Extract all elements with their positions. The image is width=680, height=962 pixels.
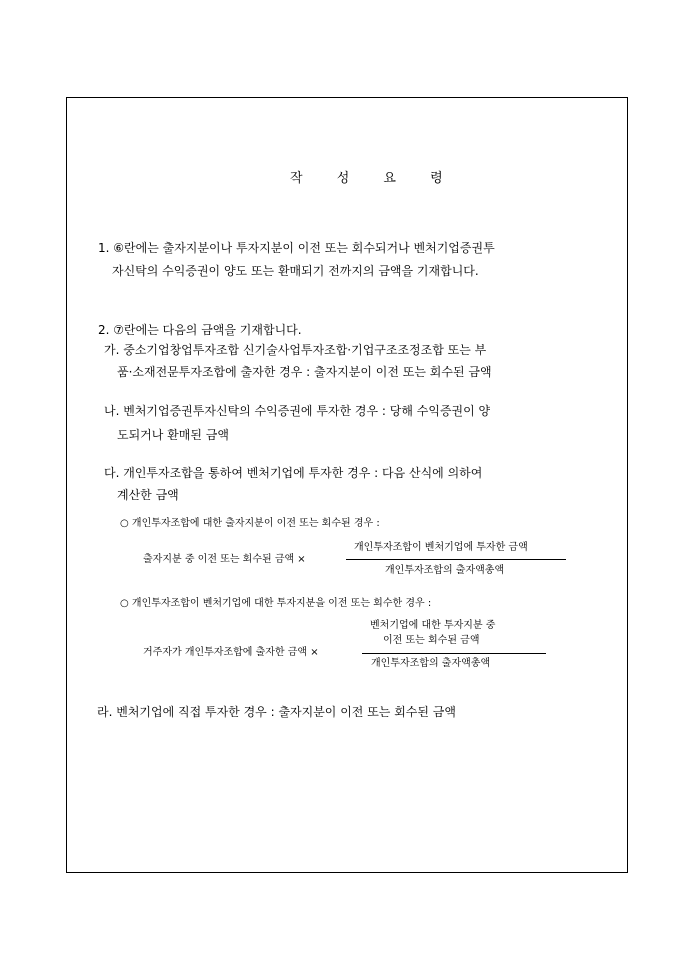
item2-na-line1: 나. 벤처기업증권투자신탁의 수익증권에 투자한 경우 : 당해 수익증권이 양: [104, 404, 491, 418]
formula1-caption: ○ 개인투자조합에 대한 출자지분이 이전 또는 회수된 경우 :: [120, 518, 380, 529]
formula2-caption: ○ 개인투자조합이 벤처기업에 대한 투자지분을 이전 또는 회수한 경우 :: [120, 598, 432, 609]
item2-da-line2: 계산한 금액: [117, 488, 179, 502]
formula2-numerator-line1: 벤처기업에 대한 투자지분 중: [370, 620, 496, 631]
formula2-left-term: 거주자가 개인투자조합에 출자한 금액 ×: [143, 647, 319, 658]
item1-line1: 1. ⑥란에는 출자지분이나 투자지분이 이전 또는 회수되거나 벤처기업증권투: [98, 241, 495, 255]
formula2-denominator: 개인투자조합의 출자액총액: [371, 658, 491, 669]
formula2-numerator-line2: 이전 또는 회수된 금액: [383, 635, 480, 646]
item1-line2: 자신탁의 수익증권이 양도 또는 환매되기 전까지의 금액을 기재합니다.: [112, 264, 479, 278]
item2-ga-line1: 가. 중소기업창업투자조합 신기술사업투자조합·기업구조조정조합 또는 부: [104, 343, 487, 357]
formula1-denominator: 개인투자조합의 출자액총액: [385, 565, 505, 576]
formula1-numerator: 개인투자조합이 벤처기업에 투자한 금액: [354, 542, 528, 553]
item2-ra-line: 라. 벤처기업에 직접 투자한 경우 : 출자지분이 이전 또는 회수된 금액: [97, 705, 456, 719]
formula1-fraction-bar: [346, 559, 566, 560]
item2-heading: 2. ⑦란에는 다음의 금액을 기재합니다.: [98, 323, 302, 337]
formula1-left-term: 출자지분 중 이전 또는 회수된 금액 ×: [143, 554, 306, 565]
formula2-fraction-bar: [362, 653, 546, 654]
document-title: 작 성 요 령: [290, 171, 458, 186]
item2-da-line1: 다. 개인투자조합을 통하여 벤처기업에 투자한 경우 : 다음 산식에 의하여: [104, 466, 483, 480]
document-frame: [66, 97, 628, 873]
item2-ga-line2: 품·소재전문투자조합에 출자한 경우 : 출자지분이 이전 또는 회수된 금액: [117, 365, 492, 379]
item2-na-line2: 도되거나 환매된 금액: [117, 428, 229, 442]
